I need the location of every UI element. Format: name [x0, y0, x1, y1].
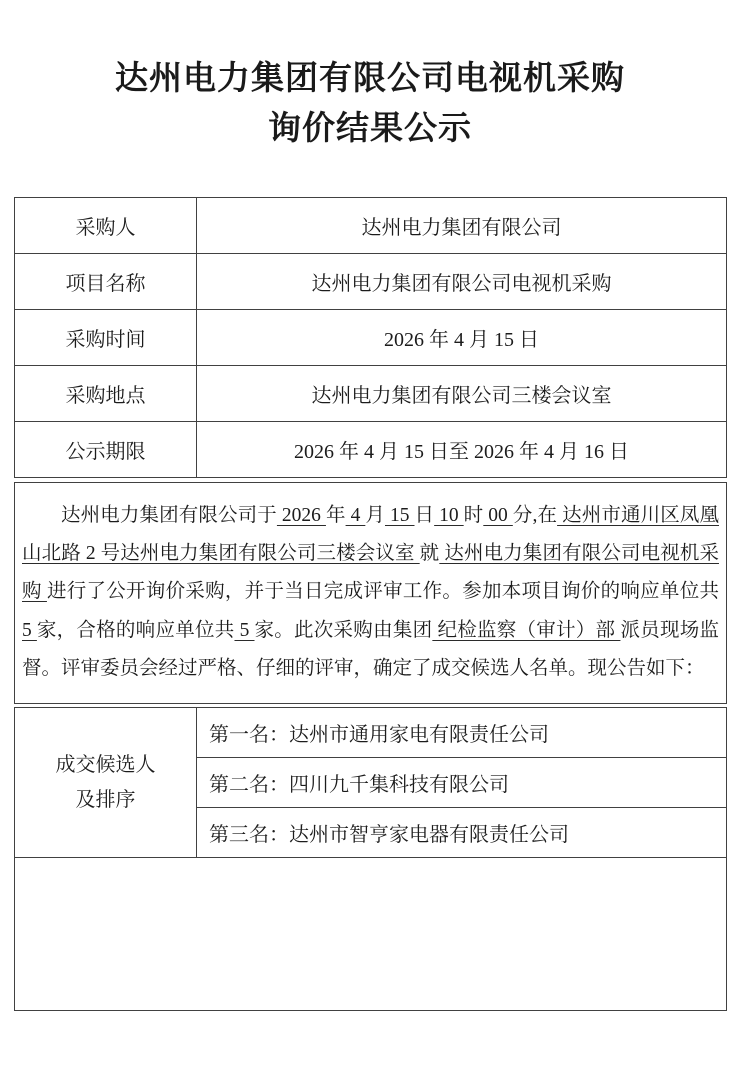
fill-in-value: 2026 [276, 505, 326, 526]
info-value-publicity-period: 2026 年 4 月 15 日至 2026 年 4 月 16 日 [197, 422, 727, 478]
info-label-project-name: 项目名称 [15, 254, 197, 310]
announcement-text: 分,在 [512, 505, 558, 526]
table-row [15, 254, 727, 310]
announcement-text: 年 [325, 505, 346, 526]
fill-in-value: 达州电力集团有限公司电视机采购 [22, 543, 719, 603]
info-label-purchase-time: 采购时间 [15, 310, 197, 366]
announcement-text: 进行了公开询价采购，并于当日完成评审工作。参加本项目询价的响应单位共 [46, 581, 719, 603]
table-row [15, 366, 727, 422]
announcement-text: 月 [365, 505, 385, 526]
empty-remark-cell [15, 858, 727, 1011]
fill-in-value: 纪检监察（审计）部 [432, 619, 621, 641]
info-value-purchase-place: 达州电力集团有限公司三楼会议室 [197, 366, 727, 422]
table-row [15, 708, 727, 758]
document-title-line1: 达州电力集团有限公司电视机采购 [115, 61, 625, 97]
fill-in-value: 达州市通川区凤凰山北路 2 号达州电力集团有限公司三楼会议室 [22, 505, 719, 565]
announcement-text: 日 [414, 505, 435, 526]
announcement-text: 达州电力集团有限公司于 [61, 505, 277, 526]
candidates-header-line1: 成交候选人 [55, 753, 156, 776]
candidate-rank-3: 第三名：达州市智亨家电器有限责任公司 [197, 808, 727, 858]
candidate-rank-2: 第二名：四川九千集科技有限公司 [197, 758, 727, 808]
fill-in-value: 5 [234, 619, 255, 641]
table-row [15, 422, 727, 478]
info-value-project-name: 达州电力集团有限公司电视机采购 [197, 254, 727, 310]
fill-in-value: 10 [434, 505, 464, 526]
table-row [15, 858, 727, 1011]
announcement-text: 就 [419, 543, 440, 565]
info-label-publicity-period: 公示期限 [15, 422, 197, 478]
announcement-text: 时 [463, 505, 484, 526]
announcement-text: 家，合格的响应单位共 [36, 619, 235, 641]
fill-in-value: 15 [384, 505, 415, 526]
fill-in-value: 4 [345, 505, 366, 526]
candidate-rank-1: 第一名：达州市通用家电有限责任公司 [197, 708, 727, 758]
table-row [15, 198, 727, 254]
announcement-text: 家。此次采购由集团 [254, 619, 433, 641]
candidates-table [14, 707, 727, 1011]
table-row [15, 310, 727, 366]
fill-in-value: 00 [483, 505, 513, 526]
info-label-purchase-place: 采购地点 [15, 366, 197, 422]
info-value-buyer: 达州电力集团有限公司 [197, 198, 727, 254]
fill-in-value: 5 [22, 619, 37, 641]
info-value-purchase-time: 2026 年 4 月 15 日 [197, 310, 727, 366]
document-title-line2: 询价结果公示 [268, 111, 472, 147]
announcement-text: 派员现场监督。评审委员会经过严格、仔细的评审，确定了成交候选人名单。现公告如下： [22, 619, 719, 679]
candidates-header-line2: 及排序 [75, 788, 136, 811]
document-title [0, 0, 740, 154]
procurement-info-table [14, 197, 727, 478]
candidates-header-cell [15, 708, 197, 858]
info-label-buyer: 采购人 [15, 198, 197, 254]
announcement-paragraph [14, 482, 727, 704]
